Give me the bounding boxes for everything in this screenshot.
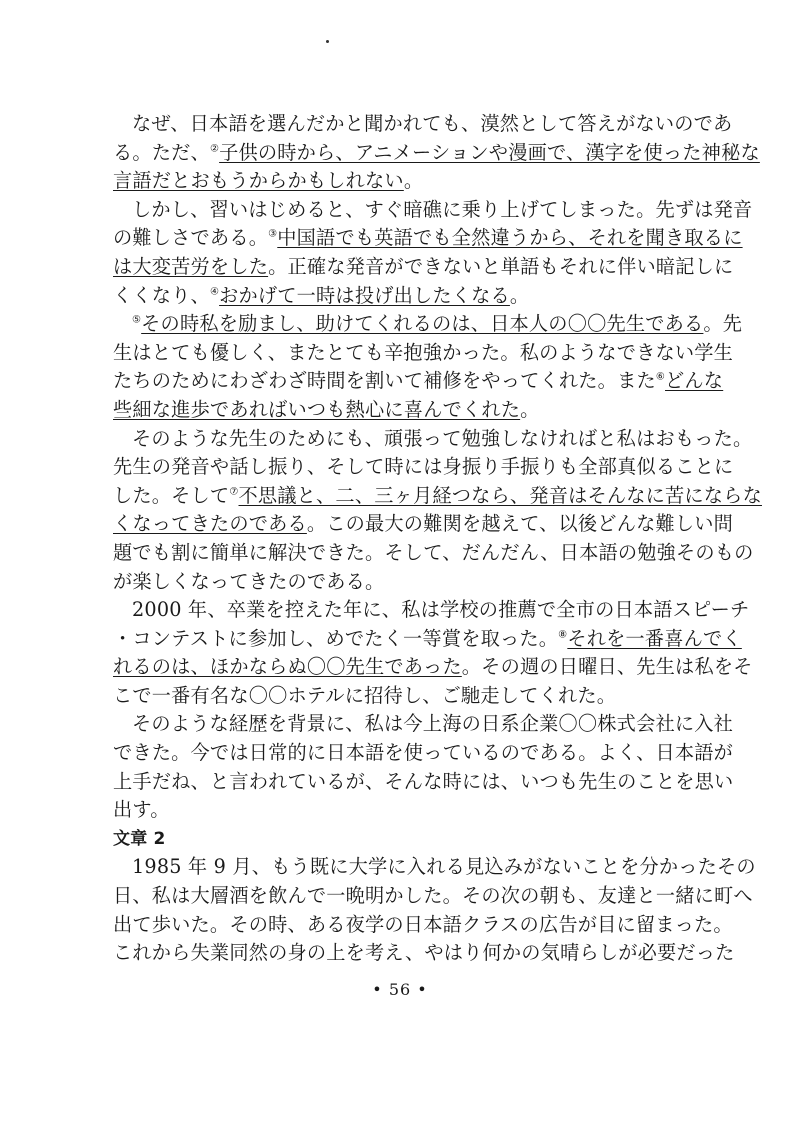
text-segment: 2000 年、卒業を控えた年に、私は学校の推薦で全市の日本語スピーチ	[132, 598, 750, 622]
text-line	[113, 510, 734, 539]
text-segment: できた。今では日常的に日本語を使っているのである。よく、日本語が	[113, 741, 734, 765]
text-segment: の難しさである。	[113, 226, 269, 250]
text-line	[113, 224, 743, 253]
underlined-text: は大変苦労をした	[113, 254, 269, 278]
text-line	[113, 710, 734, 739]
text-line	[113, 110, 733, 139]
text-segment: ・コンテストに参加し、めでたく一等賞を取った。	[113, 626, 559, 650]
text-segment: 出て歩いた。その時、ある夜学の日本語クラスの広告が目に留まった。	[113, 912, 733, 936]
underlined-text: 子供の時から、アニメーションや漫画で、漢字を使った神秘な	[219, 140, 760, 164]
footnote-marker: ⑧	[558, 629, 568, 641]
footnote-marker: ⑤	[132, 314, 142, 326]
text-segment: 上手だね、と言われているが、そんな時には、いつも先生のことを思い	[113, 769, 734, 793]
text-line	[113, 396, 717, 425]
scan-speck	[326, 40, 329, 43]
text-segment: 題でも割に簡単に解決できた。そして、だんだん、日本語の勉強そのもの	[113, 540, 754, 564]
text-line	[113, 367, 724, 396]
text-segment: る。ただ、	[113, 140, 210, 164]
text-line	[113, 310, 743, 339]
text-line	[113, 768, 734, 797]
text-line	[113, 425, 753, 454]
text-segment: しかし、習いはじめると、すぐ暗礁に乗り上げてしまった。先ずは発音	[132, 197, 753, 221]
text-segment: 先生の発音や話し振り、そして時には身振り手振りも全部真似ることに	[113, 455, 734, 479]
text-segment: 。その週の日曜日、先生は私をそ	[461, 655, 753, 679]
text-segment: 。この最大の難関を越えて、以後どんな難しい問	[306, 512, 734, 536]
text-line	[113, 196, 753, 225]
footnote-marker: ③	[268, 228, 278, 240]
text-segment: こで一番有名な〇〇ホテルに招待し、ご馳走してくれた。	[113, 683, 617, 707]
underlined-text: 些細な進歩であればいつも熱心に喜んでくれた	[113, 397, 521, 421]
document-body	[113, 110, 762, 968]
text-line	[113, 282, 717, 311]
page-number: • 56 •	[372, 980, 428, 999]
text-segment: これから失業同然の身の上を考え、やはり何かの気晴らしが必要だった	[113, 941, 735, 965]
text-line	[113, 453, 734, 482]
text-line	[113, 167, 717, 196]
text-line	[113, 625, 742, 654]
text-line	[113, 596, 750, 625]
text-segment: した。そして	[113, 483, 230, 507]
text-line	[113, 939, 735, 968]
footnote-marker: ②	[209, 143, 220, 155]
text-segment: 。正確な発音ができないと単語もそれに伴い暗記しに	[268, 254, 734, 278]
footnote-marker: ⑥	[655, 371, 666, 383]
text-segment: 生はとても優しく、またとても辛抱強かった。私のようなできない学生	[113, 340, 734, 364]
underlined-text: 不思議と、二、三ヶ月経つなら、発音はそんなに苦にならな	[238, 483, 762, 507]
text-segment: なぜ、日本語を選んだかと聞かれても、漠然として答えがないのであ	[132, 112, 733, 135]
text-line	[113, 482, 762, 511]
text-line	[113, 911, 733, 940]
text-segment: そのような経歴を背景に、私は今上海の日系企業〇〇株式会社に入社	[132, 712, 734, 736]
footnote-marker: ⑦	[229, 486, 239, 498]
text-segment: 日、私は大層酒を飲んで一晩明かした。その次の朝も、友達と一緒に町へ	[113, 884, 753, 908]
underlined-text: くなってきたのである	[113, 512, 307, 536]
text-line	[113, 568, 717, 597]
underlined-text: 中国語でも英語でも全然違うから、それを聞き取るに	[277, 226, 743, 250]
section-heading	[113, 825, 717, 854]
text-line	[113, 739, 734, 768]
text-line	[113, 539, 754, 568]
text-line	[113, 653, 753, 682]
underlined-text: れるのは、ほかならぬ〇〇先生であった	[113, 655, 462, 679]
text-segment: 出す。	[113, 798, 170, 822]
text-line	[113, 853, 756, 882]
text-segment: が楽しくなってきたのである。	[113, 569, 385, 593]
text-line	[113, 796, 717, 825]
text-line	[113, 882, 753, 911]
text-segment: くくなり、	[113, 283, 210, 307]
text-segment: 文章 2	[113, 828, 166, 849]
text-line	[113, 682, 717, 711]
underlined-text: その時私を励まし、助けてくれるのは、日本人の〇〇先生である	[141, 312, 704, 336]
footnote-marker: ④	[209, 286, 220, 298]
text-line	[113, 139, 760, 168]
underlined-text: おかげて一時は投げ出したくなる	[219, 283, 510, 307]
text-segment: そのような先生のためにも、頑張って勉強しなければと私はおもった。	[132, 426, 753, 450]
text-segment: 。	[403, 169, 424, 193]
text-segment: たちのためにわざわざ時間を割いて補修をやってくれた。また	[113, 369, 656, 393]
underlined-text: 言語だとおもうからかもしれない	[113, 169, 404, 193]
underlined-text: どんな	[665, 369, 724, 393]
text-line	[113, 253, 734, 282]
text-segment: 1985 年 9 月、もう既に大学に入れる見込みがないことを分かったその	[132, 855, 756, 879]
text-segment: 。	[520, 397, 540, 421]
underlined-text: それを一番喜んでく	[567, 626, 742, 650]
text-segment: 。先	[703, 312, 743, 336]
text-segment: 。	[509, 283, 530, 307]
text-line	[113, 339, 734, 368]
